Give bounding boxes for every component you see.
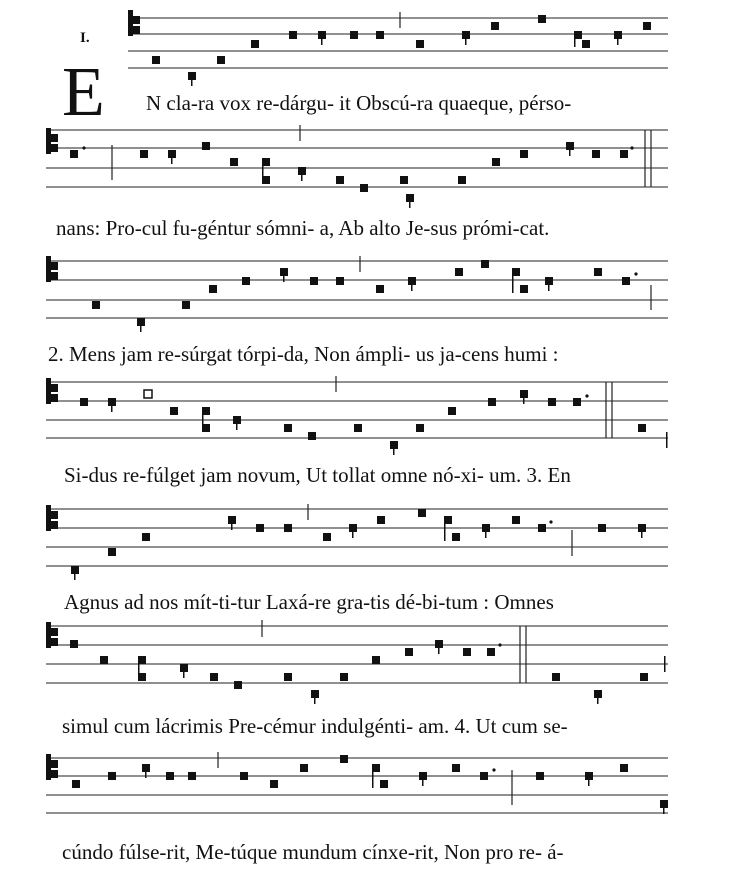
lyric-line-5: Agnus ad nos mít-ti-tur Laxá-re gra-tis dé-bi-tum : Omnes <box>64 590 554 614</box>
verse-number: I. <box>80 30 90 46</box>
neumes <box>70 15 668 814</box>
lyric-line-2: nans: Pro-cul fu-géntur sómni- a, Ab alto Je-sus prómi-cat. <box>56 216 550 240</box>
lyric-line-7: cúndo fúlse-rit, Me-túque mundum cínxe-rit, Non pro re- á- <box>62 840 564 864</box>
lyric-line-4: Si-dus re-fúlget jam novum, Ut tollat omne nó-xi- um. 3. En <box>64 463 571 487</box>
lyric-line-6: simul cum lácrimis Pre-cémur indulgénti- am. 4. Ut cum se- <box>62 714 568 738</box>
lyric-line-3: 2. Mens jam re-súrgat tórpi-da, Non ámpli- us ja-cens humi : <box>48 342 559 366</box>
c-clef-2 <box>46 128 58 154</box>
staff-line-group-2 <box>46 130 668 187</box>
lyric-line-1: N cla-ra vox re-dárgu- it Obscú-ra quaeque, pérso- <box>146 91 572 115</box>
staff-line-group-5 <box>46 509 668 566</box>
initial-letter: E <box>62 54 105 131</box>
staff-line-group-7 <box>46 758 668 813</box>
staff-line-group-3 <box>46 261 668 318</box>
c-clef-1 <box>128 10 140 36</box>
c-clef-3 <box>46 256 58 282</box>
